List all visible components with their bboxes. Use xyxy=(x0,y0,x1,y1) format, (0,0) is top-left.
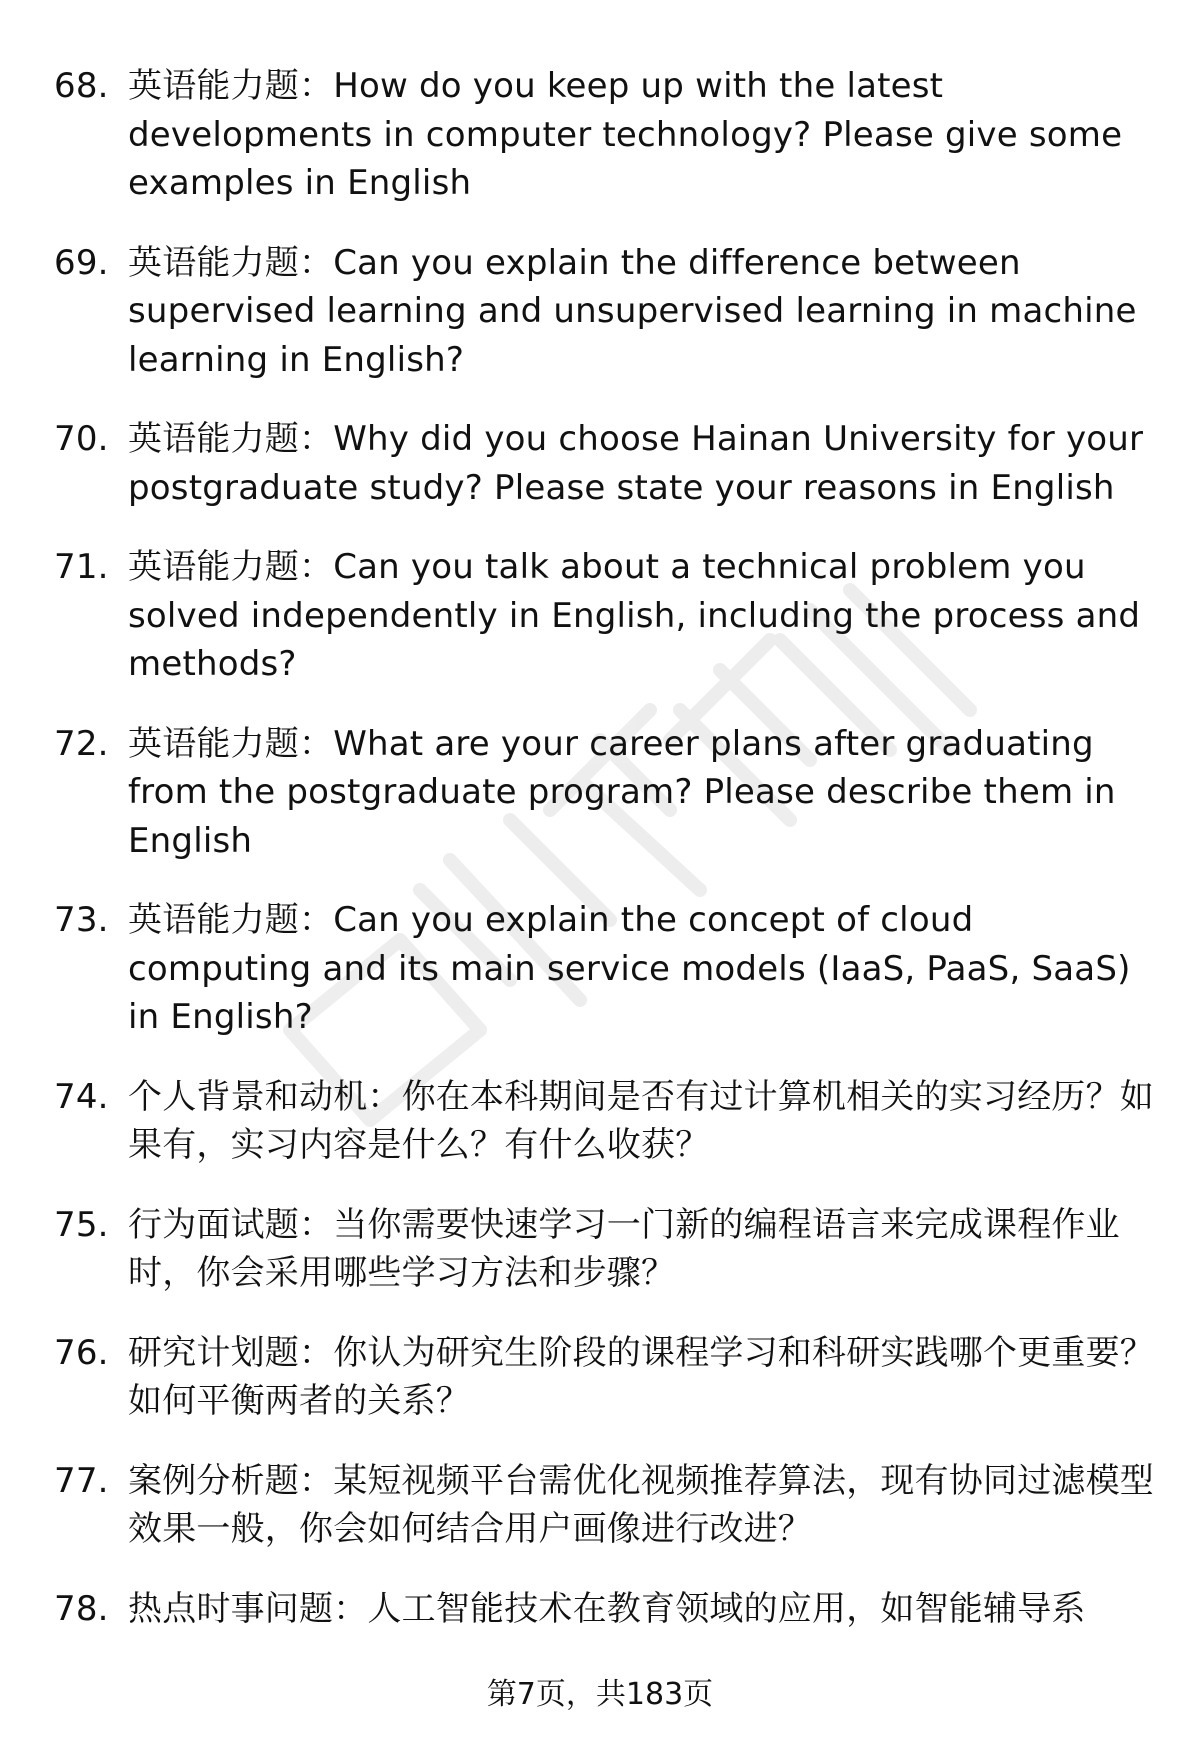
item-text: 研究计划题：你认为研究生阶段的课程学习和科研实践哪个更重要？如何平衡两者的关系？ xyxy=(128,1332,1154,1421)
item-text: 热点时事问题：人工智能技术在教育领域的应用，如智能辅导系 xyxy=(128,1588,1086,1629)
item-number: 72. xyxy=(54,723,109,764)
item-text: 英语能力题：What are your career plans after graduating from the postgraduate program? Please describe them in English xyxy=(128,723,1116,861)
list-item xyxy=(0,720,1200,866)
list-item xyxy=(0,62,1200,208)
list-item xyxy=(0,1329,1200,1426)
item-text: 英语能力题：Why did you choose Hainan University for your postgraduate study? Please state your reasons in English xyxy=(128,419,1144,508)
item-text: 英语能力题：Can you explain the concept of cloud computing and its main service models (IaaS, PaaS, SaaS) in English? xyxy=(128,900,1131,1037)
item-number: 70. xyxy=(54,419,109,459)
list-item xyxy=(0,1073,1200,1170)
list-item xyxy=(0,415,1200,512)
item-text: 行为面试题：当你需要快速学习一门新的编程语言来完成课程作业时，你会采用哪些学习方法和步骤？ xyxy=(128,1204,1120,1293)
question-list xyxy=(0,62,1200,1664)
item-text: 英语能力题：How do you keep up with the latest developments in computer technology? Please give some examples in English xyxy=(128,66,1123,203)
item-number: 75. xyxy=(54,1204,109,1245)
item-number: 71. xyxy=(54,547,109,587)
page-footer: 第7页，共183页 xyxy=(486,1677,714,1712)
item-text: 英语能力题：Can you talk about a technical problem you solved independently in English, including the process and methods? xyxy=(128,547,1141,684)
list-item xyxy=(0,1585,1200,1634)
list-item xyxy=(0,239,1200,385)
list-item xyxy=(0,543,1200,689)
item-text: 案例分析题：某短视频平台需优化视频推荐算法，现有协同过滤模型效果一般，你会如何结合用户画像进行改进？ xyxy=(128,1460,1154,1549)
item-number: 77. xyxy=(54,1460,109,1501)
item-text: 个人背景和动机：你在本科期间是否有过计算机相关的实习经历？如果有，实习内容是什么？有什么收获？ xyxy=(128,1076,1154,1165)
item-number: 74. xyxy=(54,1076,109,1117)
item-number: 76. xyxy=(54,1332,109,1373)
list-item xyxy=(0,1457,1200,1554)
item-number: 73. xyxy=(54,900,109,940)
list-item xyxy=(0,896,1200,1042)
list-item xyxy=(0,1201,1200,1298)
item-text: 英语能力题：Can you explain the difference between supervised learning and unsupervised learning in machine learning in English? xyxy=(128,242,1137,380)
item-number: 69. xyxy=(54,242,109,283)
item-number: 78. xyxy=(54,1588,109,1629)
item-number: 68. xyxy=(54,66,109,106)
